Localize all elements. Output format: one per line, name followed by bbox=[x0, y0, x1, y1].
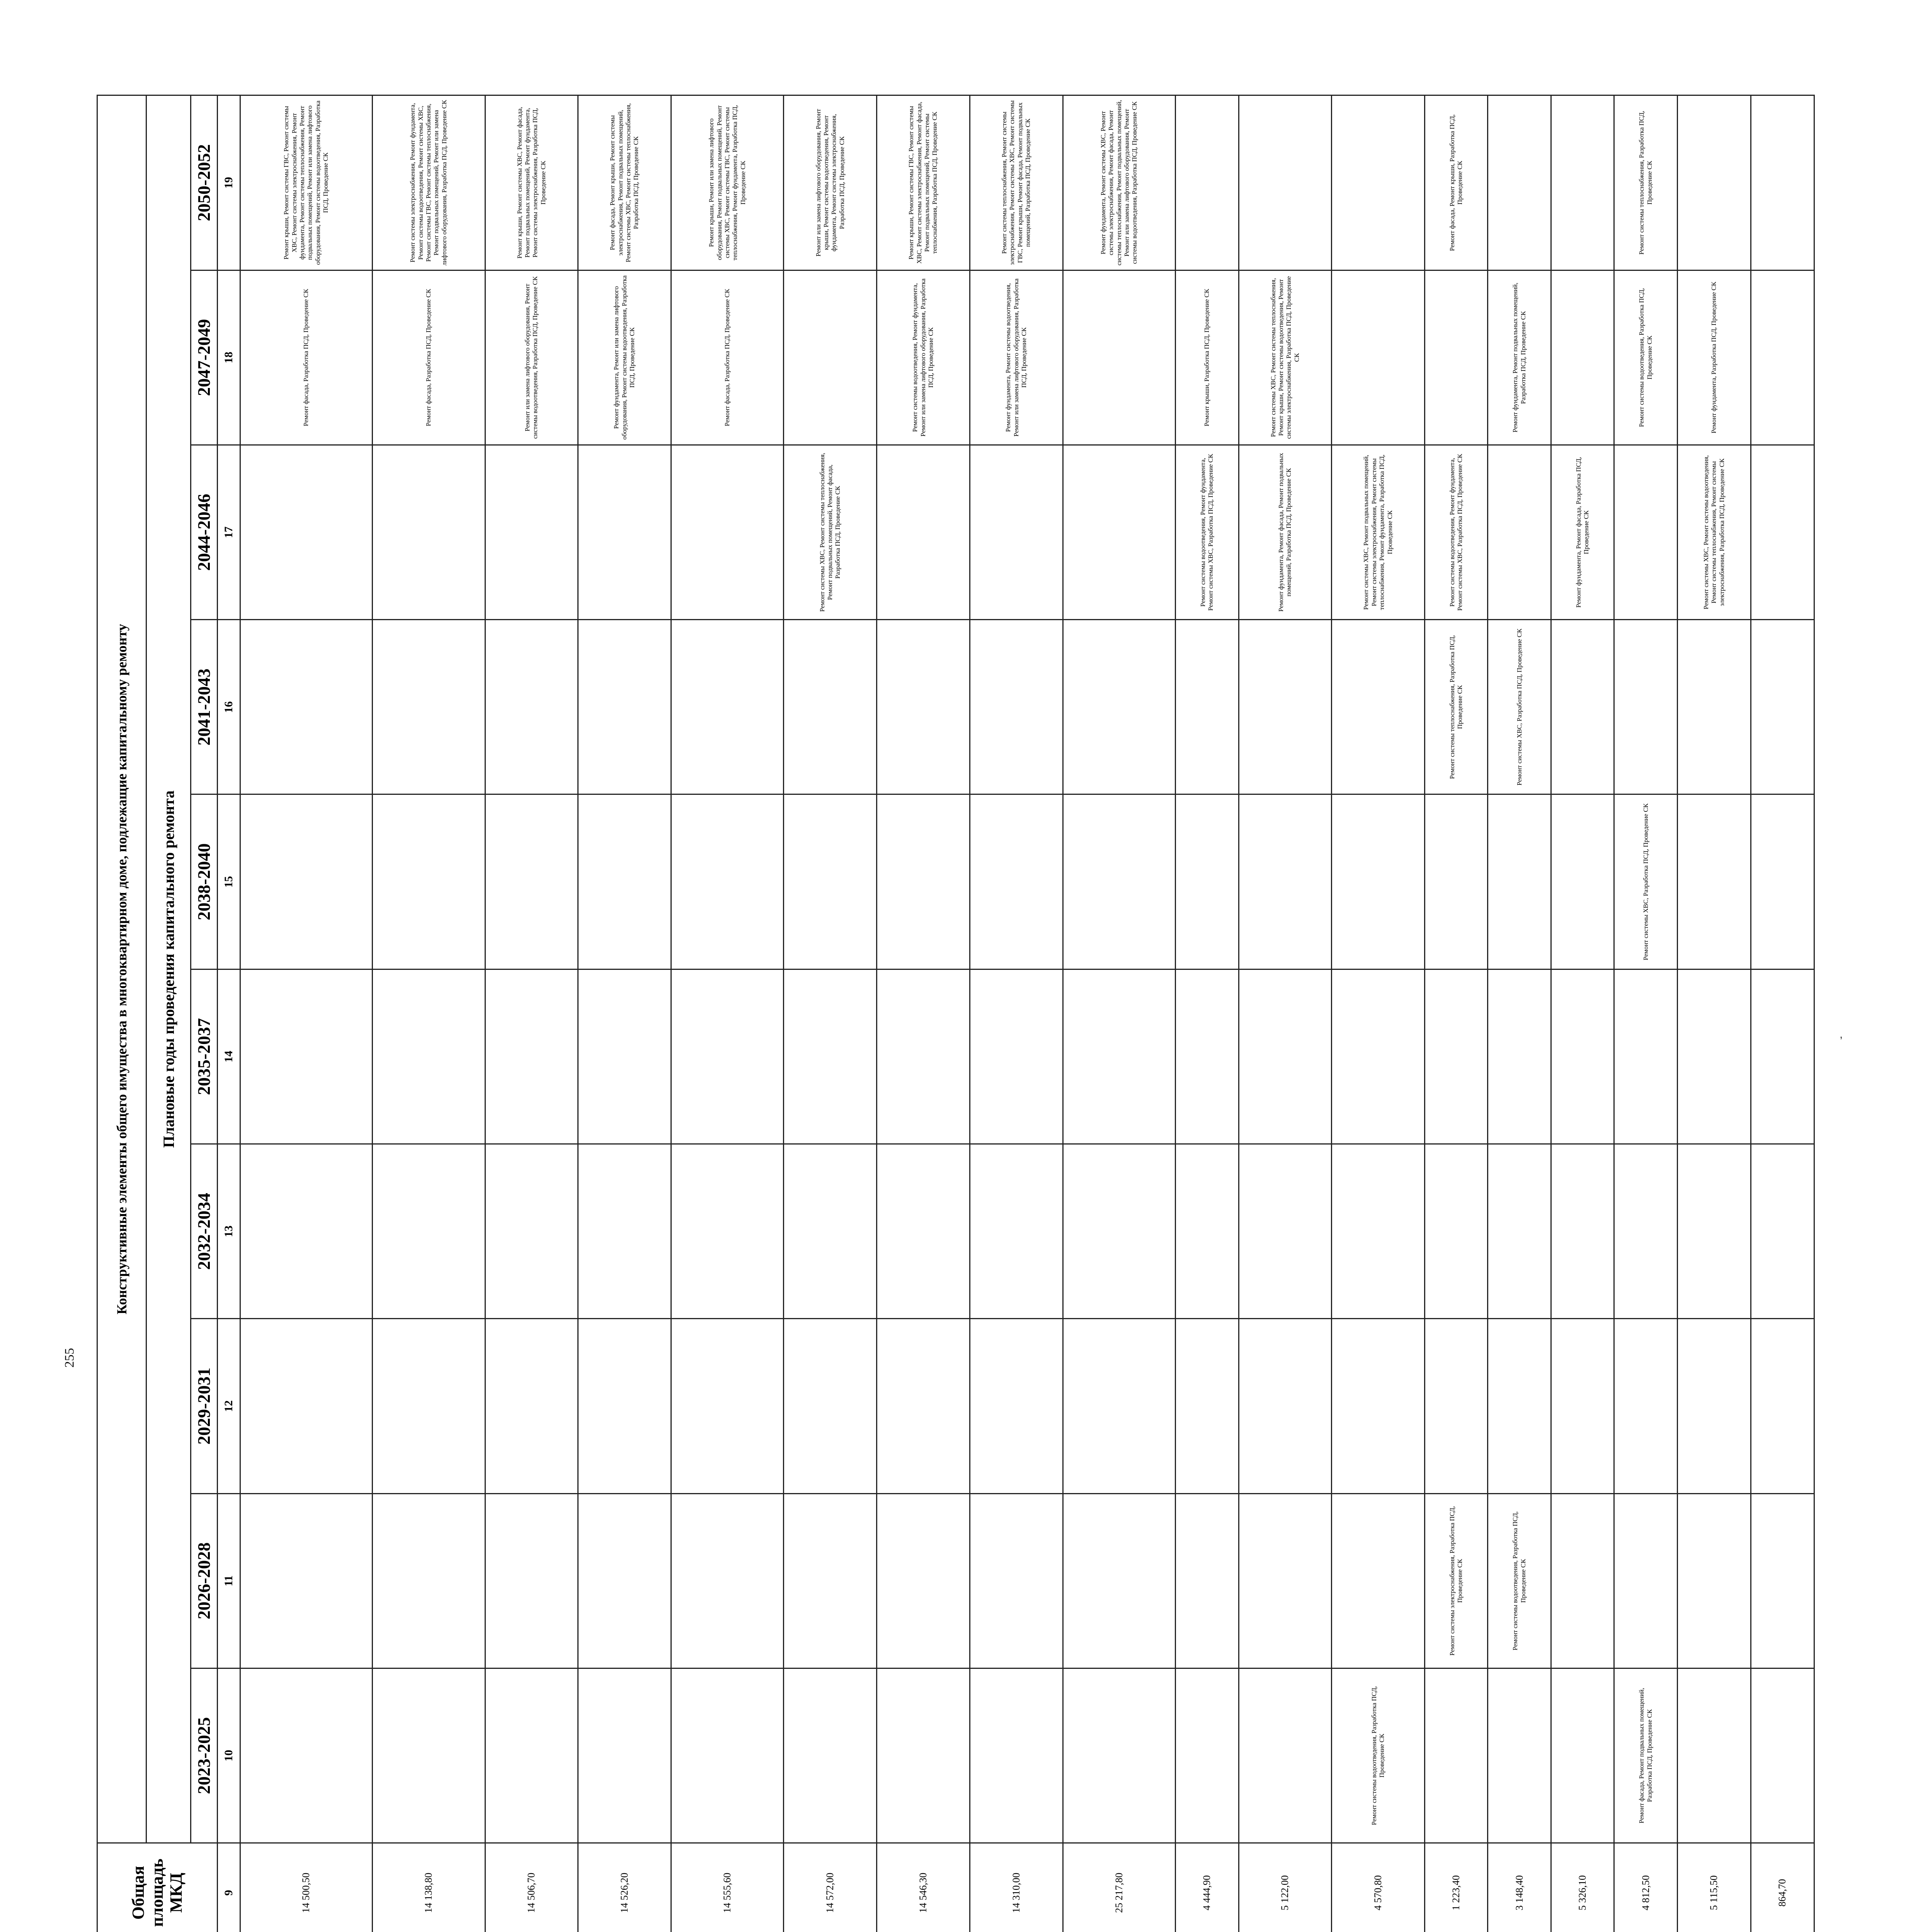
repair-works-cell bbox=[1488, 95, 1551, 270]
row-area: 25 217,80 bbox=[1063, 1843, 1176, 1932]
repair-works-cell: Ремонт системы теплоснабжения, Разработка ПСД, Проведение СК bbox=[1424, 620, 1488, 794]
repair-works-cell bbox=[1551, 794, 1614, 969]
repair-works-cell bbox=[578, 1493, 671, 1668]
repair-works-cell bbox=[877, 1144, 970, 1319]
period-header: 2044-2046 bbox=[191, 445, 218, 619]
index-cell: 12 bbox=[217, 1319, 240, 1493]
repair-works-cell bbox=[485, 969, 578, 1144]
repair-works-cell: Ремонт фундамента, Ремонт системы водоотведения, Ремонт или замена лифтового оборудования, Разработка ПСД, Проведение СК bbox=[970, 270, 1063, 445]
index-cell: 10 bbox=[217, 1668, 240, 1843]
repair-works-cell bbox=[1677, 1319, 1751, 1493]
index-cell: 18 bbox=[217, 270, 240, 445]
row-area: 5 115,50 bbox=[1677, 1843, 1751, 1932]
repair-works-cell bbox=[1677, 1144, 1751, 1319]
repair-works-cell bbox=[1332, 1319, 1425, 1493]
repair-works-cell: Ремонт системы теплоснабжения, Разработка ПСД, Проведение СК bbox=[1614, 95, 1678, 270]
repair-works-cell: Ремонт фасада, Разработка ПСД, Проведение СК bbox=[372, 270, 485, 445]
row-area: 4 812,50 bbox=[1614, 1843, 1678, 1932]
repair-works-cell bbox=[485, 1668, 578, 1843]
repair-works-cell bbox=[1751, 1144, 1814, 1319]
repair-works-cell bbox=[970, 1144, 1063, 1319]
repair-works-cell bbox=[240, 1493, 372, 1668]
repair-works-cell bbox=[485, 620, 578, 794]
repair-works-cell bbox=[372, 620, 485, 794]
repair-works-cell bbox=[1063, 445, 1176, 619]
repair-works-cell bbox=[970, 1319, 1063, 1493]
repair-works-cell bbox=[372, 1144, 485, 1319]
row-area: 14 572,00 bbox=[784, 1843, 877, 1932]
repair-works-cell: Ремонт системы водоотведения, Разработка ПСД, Проведение СК bbox=[1488, 1493, 1551, 1668]
repair-works-cell bbox=[877, 1493, 970, 1668]
repair-works-cell bbox=[1488, 1319, 1551, 1493]
index-cell: 14 bbox=[217, 969, 240, 1144]
repair-works-cell: Ремонт фундамента, Разработка ПСД, Проведение СК bbox=[1677, 270, 1751, 445]
index-cell: 13 bbox=[217, 1144, 240, 1319]
repair-works-cell bbox=[1551, 270, 1614, 445]
repair-works-cell bbox=[1614, 969, 1678, 1144]
table-row bbox=[1176, 95, 1239, 1932]
repair-works-cell bbox=[877, 1668, 970, 1843]
repair-works-cell bbox=[1176, 1493, 1239, 1668]
repair-works-cell bbox=[1677, 794, 1751, 969]
repair-works-cell bbox=[1677, 1668, 1751, 1843]
row-area: 4 444,90 bbox=[1176, 1843, 1239, 1932]
repair-works-cell bbox=[784, 270, 877, 445]
repair-works-cell bbox=[578, 794, 671, 969]
repair-works-cell bbox=[1063, 620, 1176, 794]
repair-works-cell bbox=[1614, 1493, 1678, 1668]
table-row bbox=[578, 95, 671, 1932]
row-area: 14 526,20 bbox=[578, 1843, 671, 1932]
repair-works-cell bbox=[1063, 1319, 1176, 1493]
repair-works-cell bbox=[784, 1493, 877, 1668]
index-cell: 15 bbox=[217, 794, 240, 969]
table-row bbox=[1424, 95, 1488, 1932]
repair-works-cell bbox=[671, 445, 784, 619]
repair-works-cell bbox=[578, 620, 671, 794]
repair-works-cell: Ремонт фасада, Разработка ПСД, Проведение СК bbox=[240, 270, 372, 445]
period-header: 2032-2034 bbox=[191, 1144, 218, 1319]
repair-works-cell bbox=[1239, 95, 1332, 270]
repair-works-cell bbox=[240, 969, 372, 1144]
row-area: 14 310,00 bbox=[970, 1843, 1063, 1932]
repair-works-cell bbox=[1551, 620, 1614, 794]
table-row bbox=[784, 95, 877, 1932]
repair-works-cell bbox=[1063, 1144, 1176, 1319]
repair-works-cell bbox=[1176, 95, 1239, 270]
repair-works-cell bbox=[1488, 969, 1551, 1144]
period-header: 2038-2040 bbox=[191, 794, 218, 969]
repair-works-cell bbox=[877, 794, 970, 969]
repair-works-cell bbox=[1424, 794, 1488, 969]
repair-works-cell bbox=[1176, 794, 1239, 969]
repair-works-cell: Ремонт фасада, Ремонт подвальных помещений, Разработка ПСД, Проведение СК bbox=[1614, 1668, 1678, 1843]
row-area: 1 223,40 bbox=[1424, 1843, 1488, 1932]
repair-works-cell bbox=[485, 1319, 578, 1493]
repair-works-cell bbox=[671, 620, 784, 794]
repair-works-cell bbox=[784, 969, 877, 1144]
repair-works-cell bbox=[578, 445, 671, 619]
repair-works-cell bbox=[1551, 1319, 1614, 1493]
table-row bbox=[1063, 95, 1176, 1932]
repair-works-cell bbox=[1424, 1144, 1488, 1319]
repair-works-cell bbox=[671, 1493, 784, 1668]
repair-works-cell bbox=[485, 445, 578, 619]
repair-works-cell: Ремонт крыши, Ремонт системы ГВС, Ремонт системы ХВС, Ремонт системы электроснабжения, Ремонт фасада, Ремонт подвальных помещений, Ремонт системы теплоснабжения, Разработка ПСД, Проведение СК bbox=[877, 95, 970, 270]
repair-works-cell bbox=[578, 1319, 671, 1493]
repair-works-cell bbox=[1751, 1319, 1814, 1493]
index-cell: 16 bbox=[217, 620, 240, 794]
repair-works-cell bbox=[1332, 620, 1425, 794]
repair-works-cell bbox=[1239, 969, 1332, 1144]
repair-works-cell bbox=[578, 1668, 671, 1843]
repair-works-cell: Ремонт системы электроснабжения, Ремонт фундамента, Ремонт системы водоотведения, Ремонт системы ХВС, Ремонт системы ГВС, Ремонт системы теплоснабжения, Ремонт подвальных помещений, Ремонт или замена лифтового оборудования, Разработка ПСД, Проведение СК bbox=[372, 95, 485, 270]
repair-works-cell bbox=[1551, 95, 1614, 270]
repair-works-cell: Ремонт фундамента, Ремонт фасада, Разработка ПСД, Проведение СК bbox=[1551, 445, 1614, 619]
repair-works-cell bbox=[485, 1144, 578, 1319]
row-area: 14 506,70 bbox=[485, 1843, 578, 1932]
period-header: 2041-2043 bbox=[191, 620, 218, 794]
repair-works-cell: Ремонт системы ХВС, Разработка ПСД, Проведение СК bbox=[1488, 620, 1551, 794]
repair-works-cell bbox=[1332, 1493, 1425, 1668]
repair-works-cell bbox=[1424, 270, 1488, 445]
repair-works-cell bbox=[1332, 1144, 1425, 1319]
repair-works-cell bbox=[877, 1319, 970, 1493]
repair-works-cell bbox=[1614, 1144, 1678, 1319]
repair-works-cell bbox=[1751, 445, 1814, 619]
repair-works-cell bbox=[784, 794, 877, 969]
table-row bbox=[240, 95, 372, 1932]
repair-works-cell bbox=[240, 445, 372, 619]
repair-works-cell bbox=[970, 969, 1063, 1144]
repair-works-cell bbox=[784, 1319, 877, 1493]
table-body bbox=[240, 95, 1814, 1932]
repair-works-cell bbox=[784, 1144, 877, 1319]
repair-works-cell bbox=[1677, 620, 1751, 794]
row-area: 14 138,80 bbox=[372, 1843, 485, 1932]
repair-works-cell: Ремонт фундамента, Ремонт системы ХВС, Ремонт системы электроснабжения, Ремонт фасада, Ремонт системы теплоснабжения, Ремонт подвальных помещений, Ремонт или замена лифтового оборудования, Ремонт системы водоотведения, Разработка ПСД, Проведение СК bbox=[1063, 95, 1176, 270]
scan-speck: , bbox=[1840, 1028, 1843, 1041]
repair-works-cell bbox=[372, 1319, 485, 1493]
repair-works-cell bbox=[784, 1668, 877, 1843]
page-number: 255 bbox=[62, 1348, 77, 1368]
repair-works-cell bbox=[372, 1493, 485, 1668]
repair-works-cell bbox=[1551, 1668, 1614, 1843]
repair-works-cell bbox=[1063, 270, 1176, 445]
repair-works-cell bbox=[1424, 1319, 1488, 1493]
repair-works-cell bbox=[1614, 1319, 1678, 1493]
repair-works-cell: Ремонт крыши, Разработка ПСД, Проведение СК bbox=[1176, 270, 1239, 445]
repair-works-cell bbox=[1614, 620, 1678, 794]
repair-works-cell bbox=[1488, 794, 1551, 969]
repair-works-cell bbox=[485, 1493, 578, 1668]
repair-works-cell: Ремонт системы водоотведения, Разработка ПСД, Проведение СК bbox=[1614, 270, 1678, 445]
repair-works-cell: Ремонт или замена лифтового оборудования, Ремонт крыши, Ремонт системы водоотведения, Ремонт фундамента, Ремонт системы электроснабжения, Разработка ПСД, Проведение СК bbox=[784, 95, 877, 270]
table-row bbox=[877, 95, 970, 1932]
repair-works-cell bbox=[1424, 969, 1488, 1144]
repair-works-cell bbox=[372, 969, 485, 1144]
repair-works-cell bbox=[877, 445, 970, 619]
row-area: 14 555,60 bbox=[671, 1843, 784, 1932]
repair-works-cell bbox=[671, 794, 784, 969]
repair-works-cell bbox=[240, 620, 372, 794]
table-row bbox=[1332, 95, 1425, 1932]
header-main-title: Конструктивные элементы общего имущества в многоквартирном доме, подлежащие капитальному ремонту bbox=[97, 95, 146, 1843]
repair-works-cell: Ремонт крыши, Ремонт системы ГВС, Ремонт системы ХВС, Ремонт системы электроснабжения, Ремонт фундамента, Ремонт системы теплоснабжения, Ремонт подвальных помещений, Ремонт или замена лифтового оборудования, Ремонт системы водоотведения, Разработка ПСД, Проведение СК bbox=[240, 95, 372, 270]
repair-works-cell bbox=[1332, 794, 1425, 969]
repair-works-cell bbox=[240, 1319, 372, 1493]
repair-works-cell bbox=[970, 1668, 1063, 1843]
period-header: 2047-2049 bbox=[191, 270, 218, 445]
repair-works-cell: Ремонт системы электроснабжения, Разработка ПСД, Проведение СК bbox=[1424, 1493, 1488, 1668]
repair-works-cell: Ремонт системы ХВС, Ремонт системы теплоснабжения, Ремонт крыши, Ремонт системы водоотведения, Ремонт системы электроснабжения, Разработка ПСД, Проведение СК bbox=[1239, 270, 1332, 445]
period-header: 2035-2037 bbox=[191, 969, 218, 1144]
repair-works-cell: Ремонт системы ХВС, Ремонт системы теплоснабжения, Ремонт подвальных помещений, Ремонт фасада, Разработка ПСД, Проведение СК bbox=[784, 445, 877, 619]
repair-works-cell bbox=[372, 794, 485, 969]
repair-works-cell bbox=[1239, 1319, 1332, 1493]
table-row bbox=[1614, 95, 1678, 1932]
repair-works-cell bbox=[671, 1319, 784, 1493]
repair-works-cell bbox=[877, 969, 970, 1144]
repair-works-cell bbox=[1424, 1668, 1488, 1843]
repair-works-cell bbox=[1751, 1493, 1814, 1668]
index-cell: 9 bbox=[217, 1843, 240, 1932]
repair-works-cell: Ремонт системы ХВС, Разработка ПСД, Проведение СК bbox=[1614, 794, 1678, 969]
repair-works-cell bbox=[1551, 969, 1614, 1144]
repair-works-cell bbox=[1063, 969, 1176, 1144]
repair-works-cell bbox=[1332, 969, 1425, 1144]
repair-works-cell bbox=[1239, 1668, 1332, 1843]
repair-works-cell: Ремонт системы теплоснабжения, Ремонт системы электроснабжения, Ремонт системы ХВС, Ремонт системы ГВС, Ремонт крыши, Ремонт фасада, Ремонт подвальных помещений, Разработка ПСД, Проведение СК bbox=[970, 95, 1063, 270]
repair-works-cell bbox=[578, 969, 671, 1144]
repair-works-cell bbox=[671, 969, 784, 1144]
repair-works-cell bbox=[372, 1668, 485, 1843]
col-header-area: Общая площадь МКД bbox=[97, 1843, 218, 1932]
repair-works-cell bbox=[671, 1668, 784, 1843]
repair-works-cell bbox=[970, 794, 1063, 969]
repair-works-cell bbox=[1063, 794, 1176, 969]
repair-works-cell bbox=[1488, 1668, 1551, 1843]
repair-works-cell bbox=[1176, 1144, 1239, 1319]
repair-works-cell: Ремонт фасада, Ремонт крыши, Ремонт системы электроснабжения, Ремонт подвальных помещений, Ремонт системы ХВС, Ремонт системы теплоснабжения, Разработка ПСД, Проведение СК bbox=[578, 95, 671, 270]
repair-works-cell: Ремонт фасада, Разработка ПСД, Проведение СК bbox=[671, 270, 784, 445]
repair-works-cell: Ремонт системы водоотведения, Разработка ПСД, Проведение СК bbox=[1332, 1668, 1425, 1843]
repair-works-cell bbox=[372, 445, 485, 619]
row-area: 14 500,50 bbox=[240, 1843, 372, 1932]
index-cell: 17 bbox=[217, 445, 240, 619]
repair-works-cell bbox=[784, 620, 877, 794]
rotated-table-wrapper bbox=[97, 95, 1814, 1932]
table-row bbox=[1677, 95, 1751, 1932]
repair-works-cell bbox=[1488, 445, 1551, 619]
table-row bbox=[1551, 95, 1614, 1932]
repair-works-cell bbox=[1751, 794, 1814, 969]
repair-works-cell: Ремонт системы водоотведения, Ремонт фундамента, Ремонт или замена лифтового оборудования, Разработка ПСД, Проведение СК bbox=[877, 270, 970, 445]
repair-works-cell bbox=[1614, 445, 1678, 619]
repair-works-cell bbox=[1751, 969, 1814, 1144]
row-area: 5 122,00 bbox=[1239, 1843, 1332, 1932]
table-row bbox=[372, 95, 485, 1932]
period-header: 2050-2052 bbox=[191, 95, 218, 270]
repair-works-cell bbox=[671, 1144, 784, 1319]
repair-works-cell bbox=[1677, 95, 1751, 270]
row-area: 4 570,80 bbox=[1332, 1843, 1425, 1932]
repair-works-cell bbox=[1751, 270, 1814, 445]
repair-works-cell bbox=[1751, 1668, 1814, 1843]
header-sub-title: Плановые годы проведения капитального ремонта bbox=[146, 95, 191, 1843]
table-row bbox=[970, 95, 1063, 1932]
index-cell: 19 bbox=[217, 95, 240, 270]
repair-works-cell bbox=[1063, 1493, 1176, 1668]
period-header: 2029-2031 bbox=[191, 1319, 218, 1493]
repair-works-cell bbox=[1176, 969, 1239, 1144]
repair-works-cell bbox=[240, 794, 372, 969]
row-area: 864,70 bbox=[1751, 1843, 1814, 1932]
repair-works-cell bbox=[1239, 1493, 1332, 1668]
repair-works-cell bbox=[1176, 1319, 1239, 1493]
repair-works-cell: Ремонт фасада, Ремонт крыши, Разработка ПСД, Проведение СК bbox=[1424, 95, 1488, 270]
repair-works-cell bbox=[1239, 1144, 1332, 1319]
repair-works-cell bbox=[1176, 620, 1239, 794]
row-area: 3 148,40 bbox=[1488, 1843, 1551, 1932]
repair-works-cell bbox=[1176, 1668, 1239, 1843]
period-header: 2026-2028 bbox=[191, 1493, 218, 1668]
repair-works-cell bbox=[1677, 969, 1751, 1144]
repair-works-cell: Ремонт системы водоотведения, Ремонт фундамента, Ремонт системы ХВС, Разработка ПСД, Проведение СК bbox=[1176, 445, 1239, 619]
repair-works-cell bbox=[1677, 1493, 1751, 1668]
repair-works-cell bbox=[1239, 620, 1332, 794]
row-area: 5 326,10 bbox=[1551, 1843, 1614, 1932]
repair-works-cell bbox=[240, 1668, 372, 1843]
repair-works-cell bbox=[970, 445, 1063, 619]
repair-works-cell bbox=[1063, 1668, 1176, 1843]
repair-works-cell bbox=[1751, 620, 1814, 794]
capital-repair-table bbox=[97, 95, 1815, 1932]
repair-works-cell bbox=[970, 620, 1063, 794]
repair-works-cell bbox=[1332, 95, 1425, 270]
repair-works-cell: Ремонт крыши, Ремонт системы ХВС, Ремонт фасада, Ремонт подвальных помещений, Ремонт фундамента, Ремонт системы электроснабжения, Разработка ПСД, Проведение СК bbox=[485, 95, 578, 270]
table-row bbox=[1239, 95, 1332, 1932]
repair-works-cell: Ремонт фундамента, Ремонт подвальных помещений, Разработка ПСД, Проведение СК bbox=[1488, 270, 1551, 445]
repair-works-cell: Ремонт или замена лифтового оборудования, Ремонт системы водоотведения, Разработка ПСД, Проведение СК bbox=[485, 270, 578, 445]
table-row bbox=[671, 95, 784, 1932]
repair-works-cell bbox=[877, 620, 970, 794]
repair-works-cell bbox=[1488, 1144, 1551, 1319]
repair-works-cell bbox=[1332, 270, 1425, 445]
table-row bbox=[1751, 95, 1814, 1932]
repair-works-cell bbox=[1551, 1144, 1614, 1319]
period-header: 2023-2025 bbox=[191, 1668, 218, 1843]
repair-works-cell bbox=[970, 1493, 1063, 1668]
repair-works-cell: Ремонт крыши, Ремонт или замена лифтового оборудования, Ремонт подвальных помещений, Ремонт системы ХВС, Ремонт системы ГВС, Ремонт системы теплоснабжения, Ремонт фундамента, Разработка ПСД, Проведение СК bbox=[671, 95, 784, 270]
repair-works-cell bbox=[1751, 95, 1814, 270]
table-row bbox=[1488, 95, 1551, 1932]
repair-works-cell bbox=[578, 1144, 671, 1319]
row-area: 14 546,30 bbox=[877, 1843, 970, 1932]
table-row bbox=[485, 95, 578, 1932]
repair-works-cell: Ремонт фундамента, Ремонт или замена лифтового оборудования, Ремонт системы водоотведения, Разработка ПСД, Проведение СК bbox=[578, 270, 671, 445]
repair-works-cell bbox=[240, 1144, 372, 1319]
repair-works-cell bbox=[1551, 1493, 1614, 1668]
repair-works-cell: Ремонт системы водоотведения, Ремонт фундамента, Ремонт системы ХВС, Разработка ПСД, Проведение СК bbox=[1424, 445, 1488, 619]
repair-works-cell: Ремонт системы ХВС, Ремонт подвальных помещений, Ремонт системы электроснабжения, Ремонт системы теплоснабжения, Ремонт фундамента, Разработка ПСД, Проведение СК bbox=[1332, 445, 1425, 619]
repair-works-cell: Ремонт системы ХВС, Ремонт системы водоотведения, Ремонт системы теплоснабжения, Ремонт системы электроснабжения, Разработка ПСД, Проведение СК bbox=[1677, 445, 1751, 619]
index-cell: 11 bbox=[217, 1493, 240, 1668]
repair-works-cell bbox=[485, 794, 578, 969]
repair-works-cell bbox=[1239, 794, 1332, 969]
repair-works-cell: Ремонт фундамента, Ремонт фасада, Ремонт подвальных помещений, Разработка ПСД, Проведение СК bbox=[1239, 445, 1332, 619]
